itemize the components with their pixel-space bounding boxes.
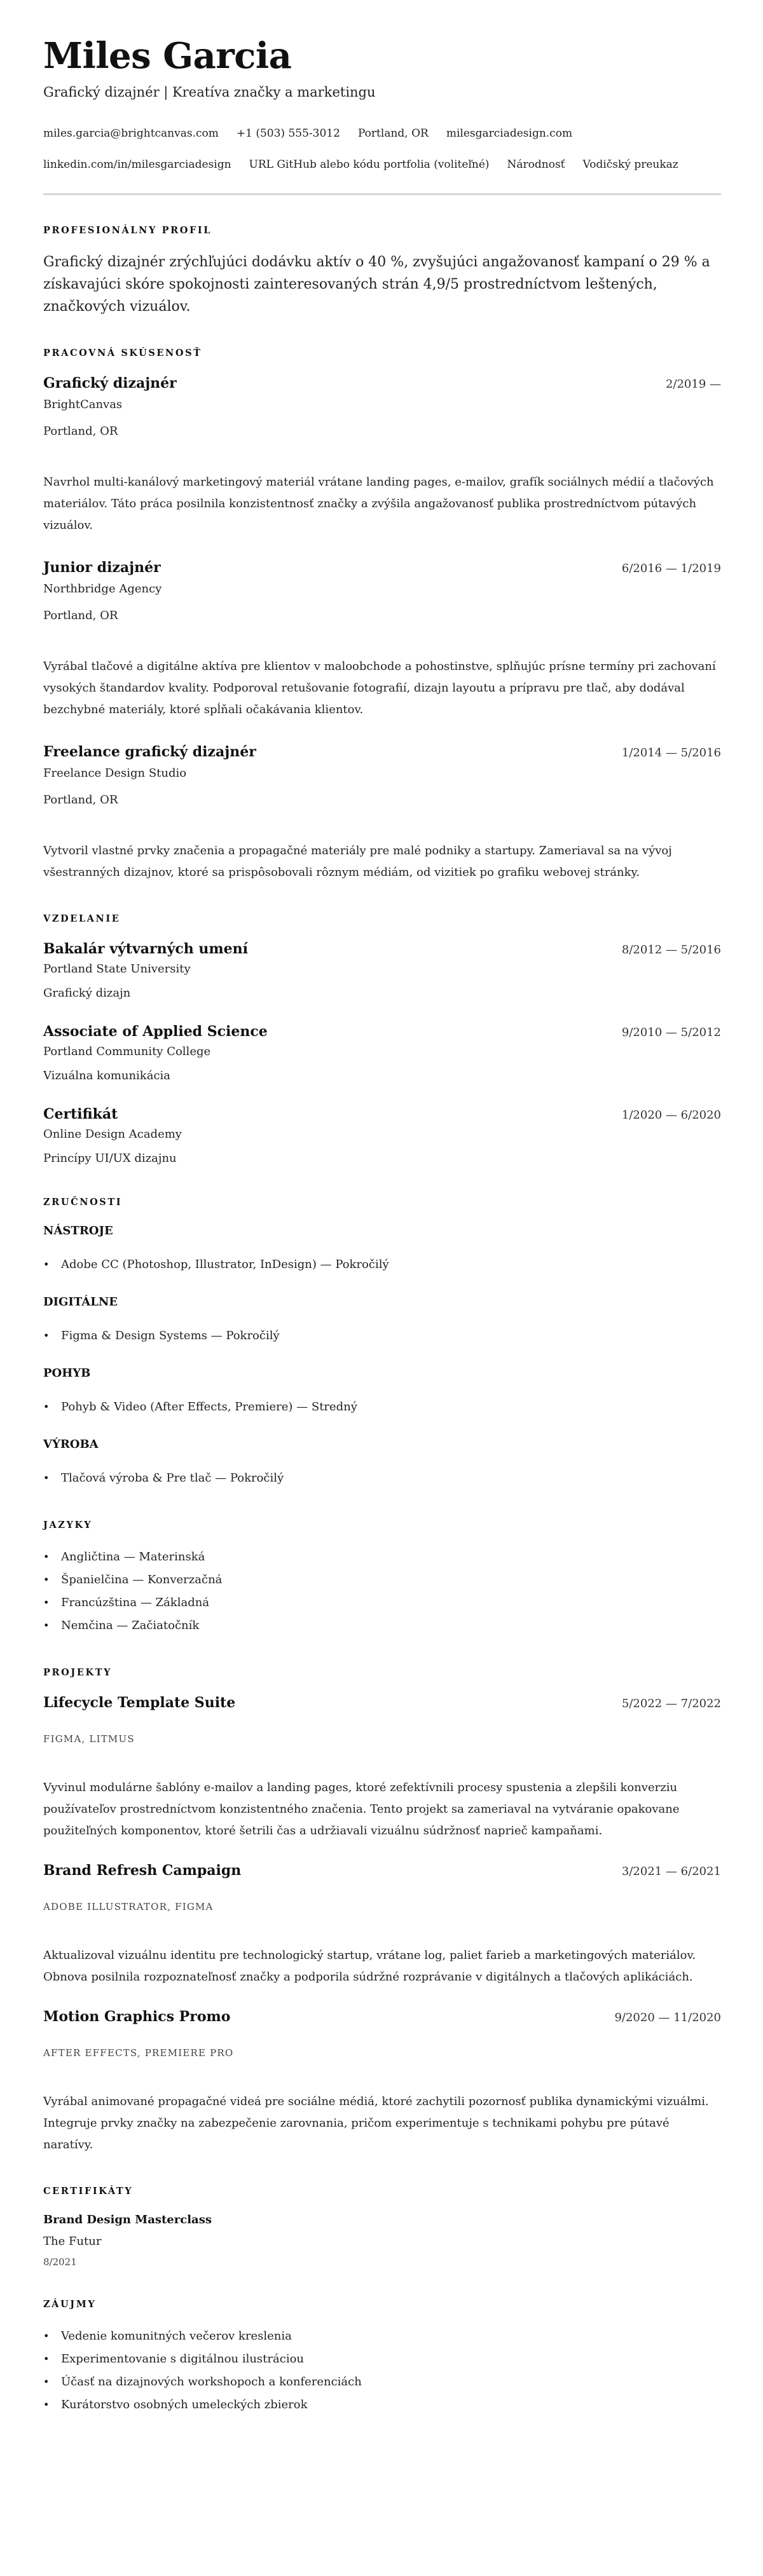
language-item: • Nemčina — Začiatočník (43, 1614, 720, 1637)
section-title: PRACOVNÁ SKÚSENOSŤ (43, 348, 202, 358)
project-entry (43, 2007, 720, 2156)
skill-group (43, 1436, 720, 1490)
contact-nationality: Národnosť (507, 158, 565, 171)
degree-title: Associate of Applied Science (43, 1023, 268, 1040)
interests-section (43, 2298, 720, 2416)
skill-item: • Figma & Design Systems — Pokročilý (43, 1325, 720, 1347)
job-description: Navrhol multi-kanálový marketingový materiál vrátane landing pages, e-mailov, grafík sociálnych médií a tlačových materiálov. Táto práca posilnila konzistentnosť značky a zvýšila angažovanosť publika prostredníctvom pútavých vizuálov. (43, 475, 714, 532)
project-entry (43, 1693, 720, 1842)
resume-header (43, 33, 720, 195)
school-name: Portland State University (43, 962, 191, 976)
field-of-study: Grafický dizajn (43, 986, 131, 1000)
experience-section (43, 347, 720, 883)
project-tech-tags: FIGMA, LITMUS (43, 1733, 135, 1745)
experience-entry (43, 742, 720, 883)
job-location: Portland, OR (43, 793, 118, 807)
project-name: Lifecycle Template Suite (43, 1694, 236, 1711)
company-name: Freelance Design Studio (43, 767, 187, 780)
section-title: ZRUČNOSTI (43, 1197, 123, 1208)
education-dates: 9/2010 — 5/2012 (621, 1026, 721, 1039)
job-dates: 6/2016 — 1/2019 (621, 562, 721, 575)
skill-category: POHYB (43, 1366, 91, 1380)
skill-group (43, 1223, 720, 1276)
language-item: • Španielčina — Konverzačná (43, 1569, 720, 1591)
skill-group (43, 1365, 720, 1419)
job-dates: 1/2014 — 5/2016 (621, 746, 721, 760)
skill-item: • Tlačová výroba & Pre tlač — Pokročilý (43, 1467, 720, 1490)
contact-drivers-license: Vodičský preukaz (582, 158, 678, 171)
certificate-date: 8/2021 (43, 2256, 77, 2268)
projects-section (43, 1666, 720, 2156)
school-name: Portland Community College (43, 1045, 211, 1058)
certificate-name: Brand Design Masterclass (43, 2213, 212, 2226)
project-tech-tags: AFTER EFFECTS, PREMIERE PRO (43, 2047, 234, 2059)
skill-item: • Pohyb & Video (After Effects, Premiere) — Stredný (43, 1396, 720, 1419)
skills-section (43, 1196, 720, 1490)
interest-item: • Vedenie komunitných večerov kreslenia (43, 2325, 720, 2348)
interest-item: • Experimentovanie s digitálnou ilustráciou (43, 2348, 720, 2371)
school-name: Online Design Academy (43, 1128, 182, 1141)
job-description: Vytvoril vlastné prvky značenia a propagačné materiály pre malé podniky a startupy. Zameriaval sa na vývoj všestranných dizajnov, ktoré sa prispôsobovali rôznym médiám, od vizitiek po grafiku webovej stránky. (43, 844, 672, 879)
skill-category: VÝROBA (43, 1438, 99, 1451)
skill-group (43, 1294, 720, 1347)
education-entry (43, 939, 720, 1002)
contact-email[interactable]: miles.garcia@brightcanvas.com (43, 127, 219, 140)
project-dates: 9/2020 — 11/2020 (614, 2011, 721, 2024)
job-title: Grafický dizajnér (43, 375, 177, 392)
project-description: Vyrábal animované propagačné videá pre sociálne médiá, ktoré zachytili pozornosť publika dynamickými vizuálmi. Integruje prvky značky na zabezpečenie zarovnania, pričom experimentuje s technikami pohybu pre pútavé naratívy. (43, 2095, 709, 2151)
project-description: Vyvinul modulárne šablóny e-mailov a landing pages, ktoré zefektívnili procesy spustenia a zlepšili konverziu používateľov prostredníctvom konzistentného značenia. Tento projekt sa zameriaval na vytváranie opakovane použiteľných komponentov, ktoré šetrili čas a udržiavali vizuálnu súdržnosť naprieč kampaňami. (43, 1781, 680, 1837)
field-of-study: Vizuálna komunikácia (43, 1069, 171, 1082)
job-dates: 2/2019 — (665, 378, 721, 391)
project-entry (43, 1861, 720, 1988)
certificate-issuer: The Futur (43, 2235, 102, 2248)
section-title: VZDELANIE (43, 913, 121, 924)
candidate-name: Miles Garcia (43, 35, 292, 77)
job-location: Portland, OR (43, 425, 118, 438)
project-name: Motion Graphics Promo (43, 2008, 231, 2025)
company-name: Northbridge Agency (43, 582, 162, 596)
job-description: Vyrábal tlačové a digitálne aktíva pre klientov v maloobchode a pohostinstve, splňujúc prísne termíny pri zachovaní vysokých štandardov kvality. Podporoval retušovanie fotografií, dizajn layoutu a prípravu pre tlač, aby dodával bezchybné materiály, ktoré spĺňali očakávania klientov. (43, 660, 716, 716)
skill-item: • Adobe CC (Photoshop, Illustrator, InDesign) — Pokročilý (43, 1253, 720, 1276)
section-title: CERTIFIKÁTY (43, 2186, 134, 2197)
field-of-study: Princípy UI/UX dizajnu (43, 1152, 177, 1165)
education-section (43, 913, 720, 1167)
contact-phone[interactable]: +1 (503) 555-3012 (236, 127, 340, 140)
profile-summary: Grafický dizajnér zrýchľujúci dodávku aktív o 40 %, zvyšujúci angažovanosť kampaní o 29 % a získavajúci skóre spokojnosti zainteresovaných strán 4,9/5 prostredníctvom leštených, značkových vizuálov. (43, 254, 710, 315)
certificates-section (43, 2185, 720, 2269)
skill-category: DIGITÁLNE (43, 1295, 118, 1309)
education-entry (43, 1105, 720, 1167)
contact-website[interactable]: milesgarciadesign.com (446, 127, 573, 140)
section-title: JAZYKY (43, 1520, 93, 1530)
education-dates: 1/2020 — 6/2020 (621, 1108, 721, 1122)
project-name: Brand Refresh Campaign (43, 1862, 242, 1879)
company-name: BrightCanvas (43, 398, 123, 411)
job-location: Portland, OR (43, 609, 118, 622)
contact-linkedin[interactable]: linkedin.com/in/milesgarciadesign (43, 158, 231, 171)
certificate-entry (43, 2212, 720, 2269)
language-item: • Francúzština — Základná (43, 1591, 720, 1614)
degree-title: Certifikát (43, 1106, 118, 1122)
degree-title: Bakalár výtvarných umení (43, 941, 249, 957)
project-description: Aktualizoval vizuálnu identitu pre technologický startup, vrátane log, paliet farieb a marketingových materiálov. Obnova posilnila rozpoznateľnosť značky a podporila súdržné rozprávanie v digitálnych a tlačových aplikáciách. (43, 1949, 696, 1984)
education-dates: 8/2012 — 5/2016 (621, 943, 721, 957)
section-title: PROFESIONÁLNY PROFIL (43, 225, 212, 236)
project-dates: 3/2021 — 6/2021 (621, 1865, 721, 1878)
profile-section (43, 224, 720, 318)
job-title: Junior dizajnér (43, 559, 161, 576)
job-title: Freelance grafický dizajnér (43, 744, 256, 760)
education-entry (43, 1022, 720, 1084)
candidate-tagline: Grafický dizajnér | Kreatíva značky a marketingu (43, 85, 376, 100)
skill-category: NÁSTROJE (43, 1224, 113, 1237)
section-title: ZÁUJMY (43, 2299, 97, 2310)
experience-entry (43, 374, 720, 536)
languages-section (43, 1519, 720, 1637)
contact-info (43, 118, 724, 181)
section-title: PROJEKTY (43, 1667, 113, 1678)
project-tech-tags: ADOBE ILLUSTRATOR, FIGMA (43, 1901, 214, 1912)
interest-item: • Kurátorstvo osobných umeleckých zbierok (43, 2394, 720, 2416)
project-dates: 5/2022 — 7/2022 (621, 1697, 721, 1710)
contact-portfolio-url: URL GitHub alebo kódu portfolia (voliteľné) (249, 158, 490, 171)
language-item: • Angličtina — Materinská (43, 1546, 720, 1569)
experience-entry (43, 558, 720, 721)
header-divider (43, 193, 721, 195)
contact-location: Portland, OR (357, 127, 429, 140)
interest-item: • Účasť na dizajnových workshopoch a konferenciách (43, 2371, 720, 2394)
